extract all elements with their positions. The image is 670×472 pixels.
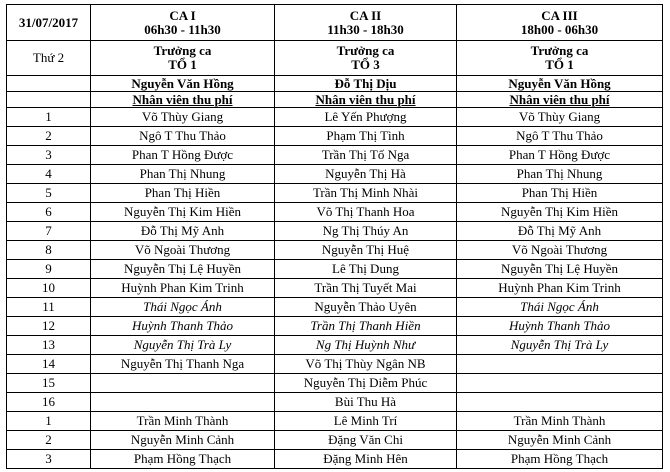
staff-ca1: Võ Ngoài Thương [91,241,275,260]
row-number: 16 [7,393,91,412]
shift-schedule-table [6,4,663,469]
row-number: 6 [7,203,91,222]
staff-ca3: Huỳnh Thanh Thảo [457,317,663,336]
shift-lead-ca1 [91,41,275,76]
staff-ca3 [457,355,663,374]
staff-ca1: Nguyễn Minh Cảnh [91,431,275,450]
row-number: 14 [7,355,91,374]
shift-lead-ca2 [275,41,457,76]
shift-time: 18h00 - 06h30 [520,21,599,37]
staff-ca1: Phan Thị Nhung [91,165,275,184]
lead-team: TỔ 1 [545,57,574,72]
empty-cell [7,92,91,108]
staff-ca1: Ngô T Thu Thảo [91,127,275,146]
table-row [7,393,663,412]
table-row [7,412,663,431]
staff-ca3: Nguyễn Thị Trà Ly [457,336,663,355]
lead-name-row [7,76,663,92]
staff-ca3: Nguyễn Minh Cảnh [457,431,663,450]
staff-ca1 [91,374,275,393]
row-number: 15 [7,374,91,393]
staff-label: Nhân viên thu phí [275,92,457,108]
table-row [7,336,663,355]
staff-ca1: Nguyễn Thị Trà Ly [91,336,275,355]
empty-cell [7,76,91,92]
row-number: 8 [7,241,91,260]
staff-ca2: Nguyễn Thảo Uyên [275,298,457,317]
schedule-date: 31/07/2017 [7,5,91,41]
table-row [7,222,663,241]
table-row [7,450,663,469]
table-row [7,184,663,203]
shift-header-ca3 [457,5,663,41]
lead-role: Trưởng ca [530,43,589,58]
staff-ca2: Lê Minh Trí [275,412,457,431]
staff-ca2: Trần Thị Minh Nhài [275,184,457,203]
staff-ca2: Võ Thị Thanh Hoa [275,203,457,222]
staff-ca3: Phan T Hồng Được [457,146,663,165]
staff-ca1: Nguyễn Thị Kim Hiền [91,203,275,222]
shift-name: CA I [169,7,196,23]
lead-role: Trưởng ca [336,43,395,58]
row-number: 2 [7,431,91,450]
table-row [7,431,663,450]
table-row [7,165,663,184]
staff-ca2: Nguyễn Thị Diễm Phúc [275,374,457,393]
shift-time: 11h30 - 18h30 [327,21,404,37]
lead-role: Trưởng ca [153,43,212,58]
row-number: 4 [7,165,91,184]
staff-ca2: Lê Yến Phượng [275,108,457,127]
staff-ca2: Trần Thị Thanh Hiền [275,317,457,336]
row-number: 1 [7,412,91,431]
staff-ca1: Trần Minh Thành [91,412,275,431]
staff-ca1: Võ Thùy Giang [91,108,275,127]
staff-label: Nhân viên thu phí [91,92,275,108]
staff-ca2: Trần Thị Tuyết Mai [275,279,457,298]
staff-label: Nhân viên thu phí [457,92,663,108]
row-number: 11 [7,298,91,317]
table-row [7,317,663,336]
staff-ca2: Đặng Văn Chi [275,431,457,450]
staff-ca3: Võ Ngoài Thương [457,241,663,260]
staff-ca1: Huỳnh Phan Kim Trinh [91,279,275,298]
staff-ca2: Ng Thị Huỳnh Như [275,336,457,355]
staff-ca1: Thái Ngọc Ánh [91,298,275,317]
staff-ca2: Nguyễn Thị Huệ [275,241,457,260]
table-row [7,108,663,127]
staff-ca2: Ng Thị Thúy An [275,222,457,241]
staff-ca3 [457,374,663,393]
row-number: 9 [7,260,91,279]
staff-ca3: Huỳnh Phan Kim Trinh [457,279,663,298]
staff-ca1: Huỳnh Thanh Thảo [91,317,275,336]
table-row [7,260,663,279]
staff-label-row [7,92,663,108]
staff-ca2: Phạm Thị Tình [275,127,457,146]
staff-ca1: Nguyễn Thị Lệ Huyền [91,260,275,279]
table-row [7,203,663,222]
staff-ca3: Thái Ngọc Ánh [457,298,663,317]
row-number: 3 [7,450,91,469]
staff-ca1 [91,393,275,412]
row-number: 5 [7,184,91,203]
staff-ca3: Ngô T Thu Thảo [457,127,663,146]
staff-ca3: Võ Thùy Giang [457,108,663,127]
lead-team: TỔ 1 [168,57,197,72]
staff-ca1: Phan T Hồng Được [91,146,275,165]
header-row [7,5,663,41]
staff-ca3: Phan Thị Hiền [457,184,663,203]
shift-lead-ca3 [457,41,663,76]
staff-ca2: Nguyễn Thị Hà [275,165,457,184]
staff-ca2: Bùi Thu Hà [275,393,457,412]
staff-ca1: Nguyễn Thị Thanh Nga [91,355,275,374]
row-number: 2 [7,127,91,146]
row-number: 12 [7,317,91,336]
staff-ca3: Trần Minh Thành [457,412,663,431]
staff-ca1: Đỗ Thị Mỹ Anh [91,222,275,241]
lead-team: TỔ 3 [351,57,380,72]
row-number: 10 [7,279,91,298]
staff-ca3: Nguyễn Thị Kim Hiền [457,203,663,222]
staff-ca2: Võ Thị Thùy Ngân NB [275,355,457,374]
table-row [7,241,663,260]
staff-ca1: Phạm Hồng Thạch [91,450,275,469]
staff-ca3: Phan Thị Nhung [457,165,663,184]
lead-name: Nguyễn Văn Hồng [91,76,275,92]
schedule-container [6,4,663,469]
staff-ca3: Nguyễn Thị Lệ Huyền [457,260,663,279]
staff-ca3: Đỗ Thị Mỹ Anh [457,222,663,241]
staff-ca2: Đặng Minh Hên [275,450,457,469]
shift-time: 06h30 - 11h30 [144,21,221,37]
table-row [7,374,663,393]
shift-name: CA II [349,7,382,23]
table-row [7,146,663,165]
table-row [7,279,663,298]
staff-ca2: Lê Thị Dung [275,260,457,279]
lead-name: Đỗ Thị Dịu [275,76,457,92]
day-label: Thứ 2 [7,41,91,76]
shift-header-ca2 [275,5,457,41]
row-number: 7 [7,222,91,241]
row-number: 3 [7,146,91,165]
staff-ca2: Trần Thị Tố Nga [275,146,457,165]
row-number: 13 [7,336,91,355]
table-row [7,298,663,317]
table-row [7,127,663,146]
shift-name: CA III [541,7,578,23]
lead-name: Nguyễn Văn Hồng [457,76,663,92]
table-row [7,355,663,374]
staff-ca1: Phan Thị Hiền [91,184,275,203]
shift-lead-row [7,41,663,76]
staff-ca3 [457,393,663,412]
row-number: 1 [7,108,91,127]
staff-ca3: Phạm Hồng Thạch [457,450,663,469]
shift-header-ca1 [91,5,275,41]
